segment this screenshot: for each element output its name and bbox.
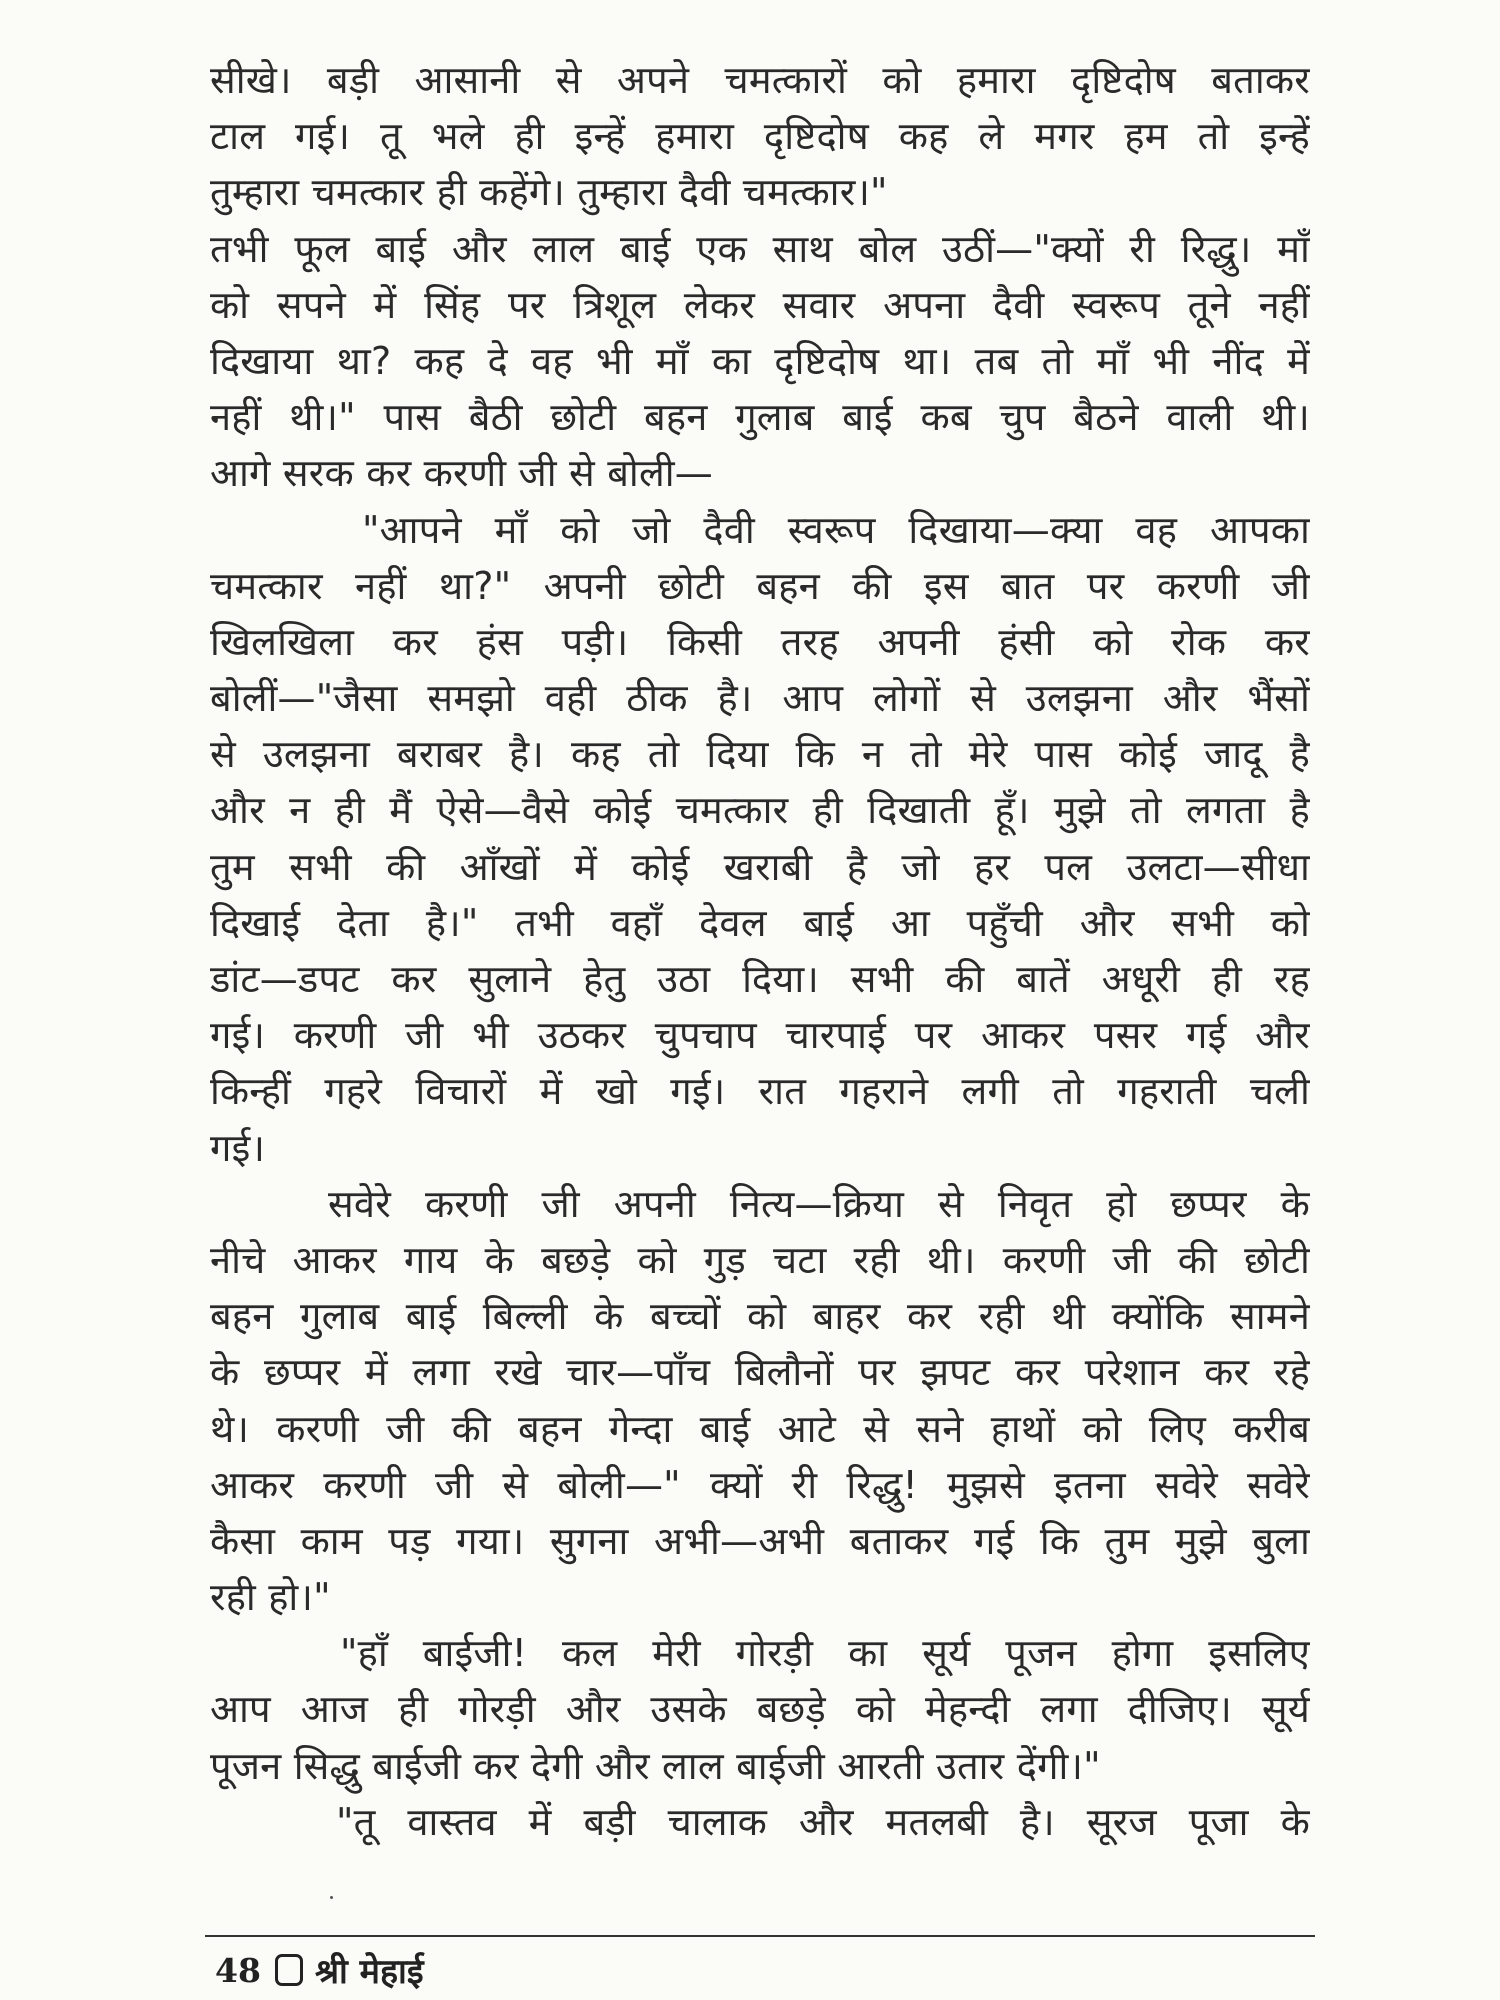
page-body [210, 52, 1310, 1850]
page-number: 48 [215, 1950, 261, 1990]
text-line: नीचे आकर गाय के बछड़े को गुड़ चटा रही थी। करणी जी की छोटी [210, 1237, 1310, 1282]
text-line: "तू वास्तव में बड़ी चालाक और मतलबी है। सूरज पूजा के [336, 1799, 1310, 1844]
text-line: आप आज ही गोरड़ी और उसके बछड़े को मेहन्दी लगा दीजिए। सूर्य [210, 1687, 1310, 1732]
text-line: आगे सरक कर करणी जी से बोली— [210, 451, 713, 496]
text-line: बोलीं—"जैसा समझो वही ठीक है। आप लोगों से उलझना और भैंसों [210, 676, 1310, 721]
text-line: किन्हीं गहरे विचारों में खो गई। रात गहराने लगी तो गहराती चली [210, 1069, 1310, 1114]
text-line: चमत्कार नहीं था?" अपनी छोटी बहन की इस बात पर करणी जी [210, 563, 1310, 608]
text-line: सवेरे करणी जी अपनी नित्य—क्रिया से निवृत हो छप्पर के [328, 1181, 1310, 1226]
text-line: तुम सभी की आँखों में कोई खराबी है जो हर पल उलटा—सीधा [210, 844, 1310, 889]
text-line: को सपने में सिंह पर त्रिशूल लेकर सवार अपना दैवी स्वरूप तूने नहीं [210, 282, 1310, 327]
text-line: गई। करणी जी भी उठकर चुपचाप चारपाई पर आकर पसर गई और [210, 1013, 1310, 1058]
text-line: नहीं थी।" पास बैठी छोटी बहन गुलाब बाई कब चुप बैठने वाली थी। [210, 395, 1310, 440]
footer-rule [205, 1935, 1315, 1937]
text-line: पूजन सिद्धु बाईजी कर देगी और लाल बाईजी आरती उतार देंगी।" [210, 1743, 1101, 1788]
page-footer [215, 1945, 424, 1995]
text-line: डांट—डपट कर सुलाने हेतु उठा दिया। सभी की बातें अधूरी ही रह [210, 957, 1310, 1001]
book-title: श्री मेहाई [314, 1952, 424, 1992]
text-line: "हाँ बाईजी! कल मेरी गोरड़ी का सूर्य पूजन होगा इसलिए [340, 1631, 1310, 1676]
text-line: तभी फूल बाई और लाल बाई एक साथ बोल उठीं—"क्यों री रिद्धु। माँ [210, 226, 1310, 271]
square-box-icon [275, 1954, 303, 1986]
text-line: थे। करणी जी की बहन गेन्दा बाई आटे से सने हाथों को लिए करीब [210, 1406, 1310, 1451]
speck-mark [330, 1896, 333, 1899]
text-line: "आपने माँ को जो दैवी स्वरूप दिखाया—क्या वह आपका [362, 507, 1310, 552]
text-line: बहन गुलाब बाई बिल्ली के बच्चों को बाहर कर रही थी क्योंकि सामने [210, 1294, 1310, 1339]
text-line: दिखाया था? कह दे वह भी माँ का दृष्टिदोष था। तब तो माँ भी नींद में [210, 338, 1310, 383]
text-line: रही हो।" [210, 1575, 331, 1620]
text-line: आकर करणी जी से बोली—" क्यों री रिद्धु! मुझसे इतना सवेरे सवेरे [210, 1462, 1310, 1507]
text-line: गई। [210, 1125, 266, 1170]
text-line: खिलखिला कर हंस पड़ी। किसी तरह अपनी हंसी को रोक कर [210, 619, 1310, 664]
text-line: और न ही मैं ऐसे—वैसे कोई चमत्कार ही दिखाती हूँ। मुझे तो लगता है [210, 788, 1310, 833]
text-line: टाल गई। तू भले ही इन्हें हमारा दृष्टिदोष कह ले मगर हम तो इन्हें [210, 114, 1310, 159]
text-line: से उलझना बराबर है। कह तो दिया कि न तो मेरे पास कोई जादू है [210, 732, 1310, 777]
text-line: दिखाई देता है।" तभी वहाँ देवल बाई आ पहुँची और सभी को [210, 900, 1310, 945]
text-line: तुम्हारा चमत्कार ही कहेंगे। तुम्हारा दैवी चमत्कार।" [210, 170, 888, 215]
text-line: कैसा काम पड़ गया। सुगना अभी—अभी बताकर गई कि तुम मुझे बुला [210, 1518, 1310, 1563]
text-line: सीखे। बड़ी आसानी से अपने चमत्कारों को हमारा दृष्टिदोष बताकर [210, 58, 1310, 102]
text-line: के छप्पर में लगा रखे चार—पाँच बिलौनों पर झपट कर परेशान कर रहे [210, 1350, 1310, 1395]
